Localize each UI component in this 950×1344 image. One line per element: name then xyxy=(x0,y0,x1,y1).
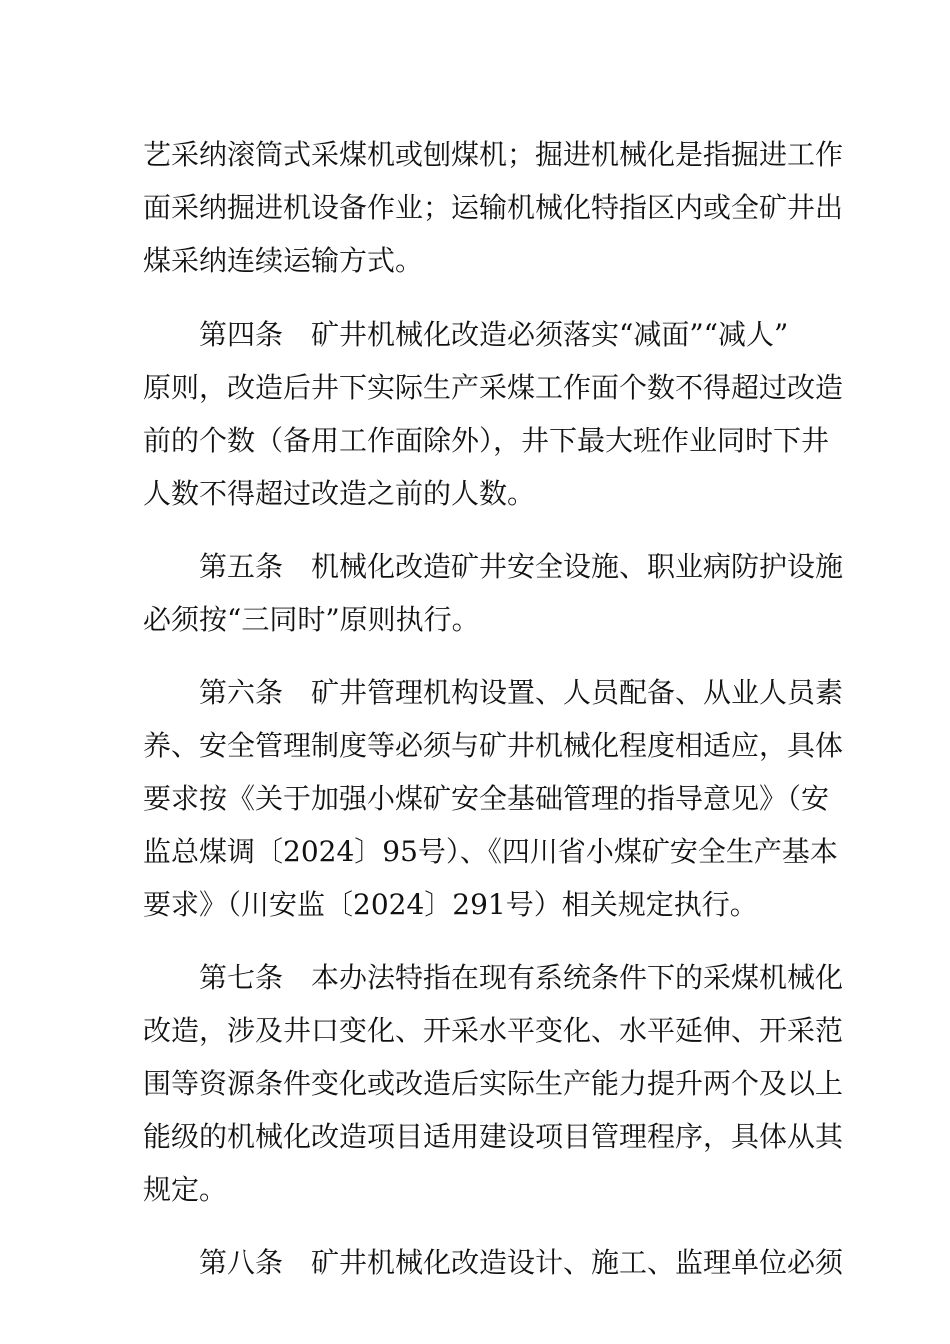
text-line: 原则，改造后井下实际生产采煤工作面个数不得超过改造 xyxy=(143,371,844,404)
text-line: 必须按“三同时”原则执行。 xyxy=(143,603,480,636)
text-line: 养、安全管理制度等必须与矿井机械化程度相适应，具体 xyxy=(143,729,844,762)
text-line: 第四条 矿井机械化改造必须落实“减面”“减人” xyxy=(199,318,789,351)
article-5-paragraph xyxy=(143,540,844,646)
text-line: 规定。 xyxy=(143,1173,228,1206)
article-4-paragraph xyxy=(143,308,844,520)
text-line: 要求》（川安监〔2024〕291号）相关规定执行。 xyxy=(143,888,758,921)
paragraph-continuation xyxy=(143,128,844,287)
text-line: 第八条 矿井机械化改造设计、施工、监理单位必须 xyxy=(199,1246,844,1279)
text-line: 煤采纳连续运输方式。 xyxy=(143,244,424,277)
text-line: 监总煤调〔2024〕95号）、《四川省小煤矿安全生产基本 xyxy=(143,835,838,868)
text-line: 艺采纳滚筒式采煤机或刨煤机；掘进机械化是指掘进工作 xyxy=(143,138,844,171)
text-line: 人数不得超过改造之前的人数。 xyxy=(143,477,536,510)
text-line: 改造，涉及井口变化、开采水平变化、水平延伸、开采范 xyxy=(143,1014,844,1047)
article-6-paragraph xyxy=(143,666,844,931)
document-body xyxy=(143,128,844,1309)
article-7-paragraph xyxy=(143,951,844,1216)
text-line: 前的个数（备用工作面除外），井下最大班作业同时下井 xyxy=(143,424,830,457)
text-line: 第五条 机械化改造矿井安全设施、职业病防护设施 xyxy=(199,550,844,583)
text-line: 第六条 矿井管理机构设置、人员配备、从业人员素 xyxy=(199,676,844,709)
text-line: 围等资源条件变化或改造后实际生产能力提升两个及以上 xyxy=(143,1067,844,1100)
text-line: 能级的机械化改造项目适用建设项目管理程序，具体从其 xyxy=(143,1120,844,1153)
text-line: 面采纳掘进机设备作业；运输机械化特指区内或全矿井出 xyxy=(143,191,844,224)
text-line: 第七条 本办法特指在现有系统条件下的采煤机械化 xyxy=(199,961,844,994)
text-line: 要求按《关于加强小煤矿安全基础管理的指导意见》（安 xyxy=(143,782,830,815)
article-8-paragraph xyxy=(143,1236,844,1289)
